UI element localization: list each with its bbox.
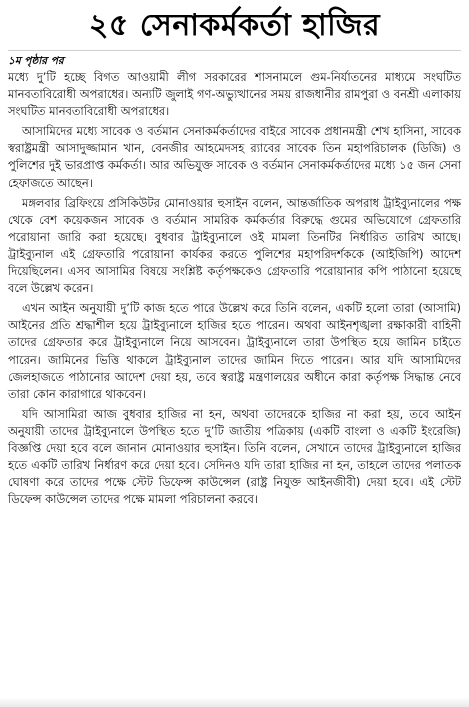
paragraph-5: যদি আসামিরা আজ বুধবার হাজির না হন, অথবা তাদেরকে হাজির না করা হয়, তবে আইন অনুযায়ী তাদের ট্রাইব্যুনালে উপস্থিত হতে দু’টি জাতীয় পত্রিকায় (একটি বাংলা ও একটি ইংরেজি) বিজ্ঞপ্তি দেয়া হবে বলে জানান মোনাওয়ার হুসাইন। তিনি বলেন, সেখানে তাদের ট্রাইব্যুনালে হাজির হতে একটি তারিখ নির্ধারণ করে দেয়া হবে। সেদিনও যদি তারা হাজির না হন, তাহলে তাদের পলাতক ঘোষণা করে তাদের পক্ষে স্টেট ডিফেন্স কাউন্সেল (রাষ্ট্র নিযুক্ত আইনজীবী) দেয়া হবে। এই স্টেট ডিফেন্স কাউন্সেল তাদের পক্ষে মামলা পরিচালনা করবে। (8, 406, 461, 507)
page-edge-shadow (0, 697, 469, 707)
continuation-label: ১ম পৃষ্ঠার পর (8, 55, 64, 67)
paragraph-1: মধ্যে দু’টি হচ্ছে বিগত আওয়ামী লীগ সরকারের শাসনামলে গুম-নির্যাতনের মাধ্যমে সংঘটিত মানবতাবিরোধী অপরাধের। অন্যটি জুলাই গণ-অভ্যুত্থানের সময় রাজধানীর রামপুরা ও বনশ্রী এলাকায় সংঘটিত মানবতাবিরোধী অপরাধের। (8, 70, 461, 119)
headline-divider (8, 50, 461, 51)
paragraph-3: মঙ্গলবার ব্রিফিংয়ে প্রসিকিউটর মোনাওয়ার হুসাইন বলেন, আন্তর্জাতিক অপরাধ ট্রাইব্যুনালের পক্ষ থেকে বেশ কয়েকজন সাবেক ও বর্তমান সামরিক কর্মকর্তার বিরুদ্ধে গুমের অভিযোগে গ্রেফতারি পরোয়ানা জারি করা হয়েছে। বুধবার ট্রাইব্যুনালে ওই মামলা তিনটির নির্ধারিত তারিখ আছে। ট্রাইব্যুনাল এই গ্রেফতারি পরোয়ানা কার্যকর করতে পুলিশের মহাপরিদর্শককে (আইজিপি) আদেশ দিয়েছিলেন। এসব আসামির বিষয়ে সংশ্লিষ্ট কর্তৃপক্ষকেও গ্রেফতারি পরোয়ানার কপি পাঠানো হয়েছে বলে উল্লেখ করেন। (8, 195, 461, 296)
headline: ২৫ সেনাকর্মকর্তা হাজির (88, 8, 381, 43)
article-body (8, 54, 461, 508)
paragraph-2: আসামিদের মধ্যে সাবেক ও বর্তমান সেনাকর্মকর্তাদের বাইরে সাবেক প্রধানমন্ত্রী শেখ হাসিনা, সাবেক স্বরাষ্ট্রমন্ত্রী আসাদুজ্জামান খান, বেনজীর আহমেদসহ র‌্যাবের সাবেক তিন মহাপরিচালক (ডিজি) ও পুলিশের দুই ভারপ্রাপ্ত কর্মকর্তা। আর অভিযুক্ত সাবেক ও বর্তমান সেনাকর্মকর্তাদের মধ্যে ১৫ জন সেনা হেফাজতে আছেন। (8, 124, 461, 190)
paragraph-4: এখন আইন অনুযায়ী দু’টি কাজ হতে পারে উল্লেখ করে তিনি বলেন, একটি হলো তারা (আসামি) আইনের প্রতি শ্রদ্ধাশীল হয়ে ট্রাইব্যুনালে হাজির হতে পারেন। অথবা আইনশৃঙ্খলা রক্ষাকারী বাহিনী তাদের গ্রেফতার করে ট্রাইব্যুনালে নিয়ে আসবেন। ট্রাইব্যুনালে তারা উপস্থিত হয়ে জামিন চাইতে পারেন। জামিনের ভিত্তি থাকলে ট্রাইব্যুনাল তাদের জামিন দিতে পারেন। আর যদি আসামিদের জেলহাজতে পাঠানোর আদেশ দেয়া হয়, তবে স্বরাষ্ট্র মন্ত্রণালয়ের অধীনে কারা কর্তৃপক্ষ সিদ্ধান্ত নেবে তারা কোন কারাগারে থাকবেন। (8, 301, 461, 401)
